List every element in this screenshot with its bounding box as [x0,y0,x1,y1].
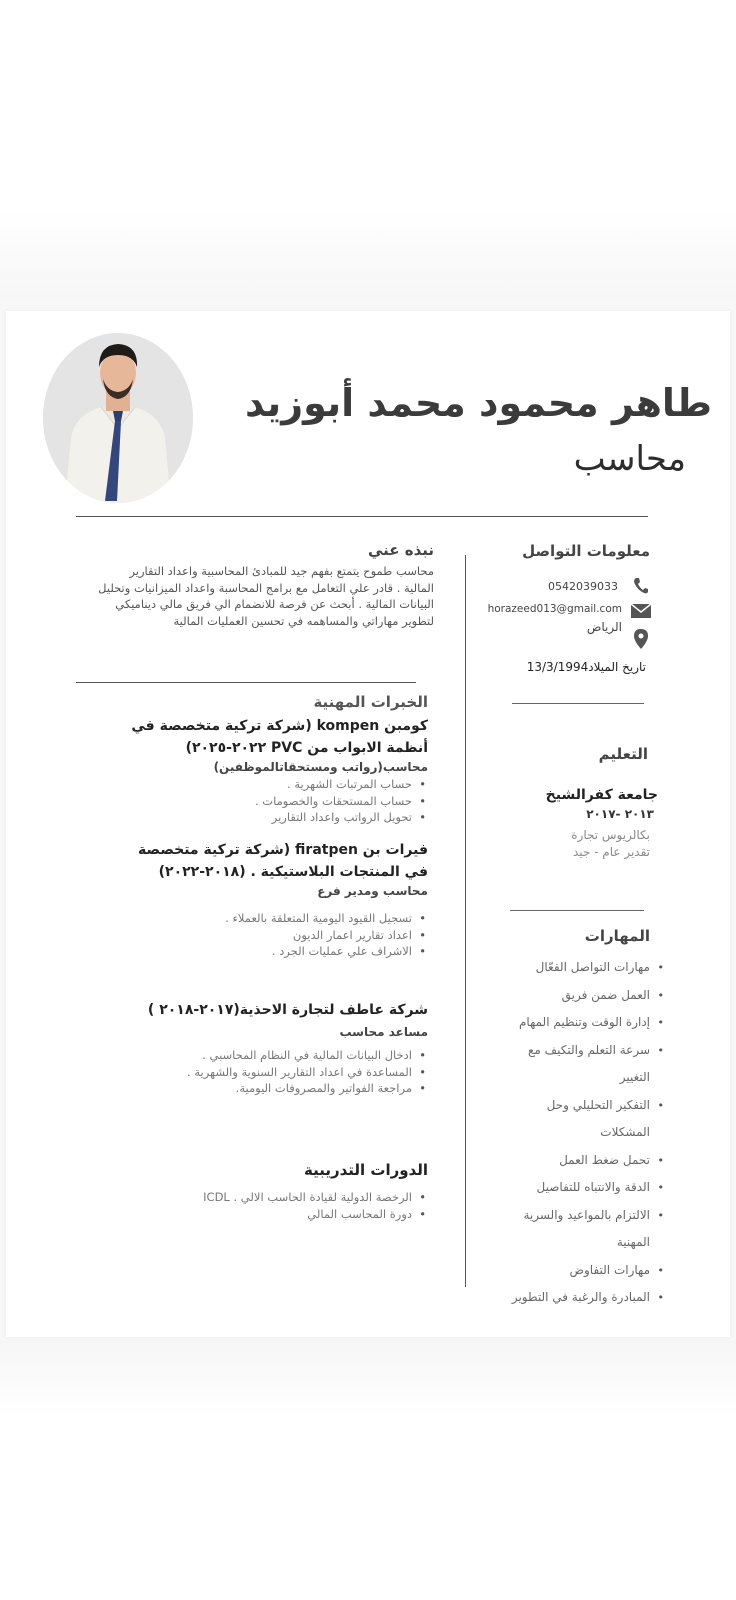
person-avatar-icon [43,333,193,503]
job-role: محاسب(رواتب ومستحقاتالموظفين) [213,760,428,774]
skill-item-continued: المهنية [616,1235,650,1249]
header-divider [76,516,648,517]
skill-item: • مهارات التواصل الفعّال [494,954,664,982]
job-task: • تسجيل القيود اليومية المتعلقة بالعملاء . [128,910,428,927]
resume-page [6,311,730,1337]
skill-item: • العمل ضمن فريق [494,982,664,1010]
about-heading: نبذه عني [367,541,434,559]
about-text [74,563,434,629]
courses-list [128,1189,428,1222]
skill-item: • سرعة التعلم والتكيف مع [494,1037,664,1065]
contact-divider [512,703,644,704]
job-task: • الاشراف علي عمليات الجرد . [128,943,428,960]
education-divider [510,910,644,911]
profile-photo [43,333,193,503]
about-line: محاسب طموح يتمتع بفهم جيد للمبادئ المحاسبية واعداد التقارير [129,564,434,578]
course-item: • دورة المحاسب المالي [128,1206,428,1223]
mail-icon [630,603,652,622]
job-title-line: شركة عاطف لتجارة الاحذية(٢٠١٧-٢٠١٨ ) [147,1002,428,1018]
job-entry [128,839,428,960]
job-entry [128,999,428,1097]
location-pin-icon [630,629,652,653]
skills-heading: المهارات [584,927,650,945]
job-task: • مراجعة الفواتير والمصروفات اليومية. [128,1080,428,1097]
top-margin [0,0,736,300]
education-heading: التعليم [598,745,648,763]
job-role: مساعد محاسب [339,1025,428,1039]
column-divider [465,555,466,1287]
phone-value: 0542039033 [548,580,618,593]
job-task: • تحويل الرواتب واعداد التقارير [128,809,428,826]
about-line: المالية . قادر علي التعامل مع برامج المحاسبة واعداد الميزانيات وتحليل [98,580,434,595]
skill-item: • الدقة والانتباه للتفاصيل [494,1174,664,1202]
bottom-margin [0,1340,736,1600]
full-name: طاهر محمود محمد أبوزيد [244,381,712,425]
contact-heading: معلومات التواصل [522,542,650,560]
skill-item-continued: التغيير [619,1070,650,1084]
courses-heading: الدورات التدريبية [303,1161,428,1179]
skill-item-continued: المشكلات [600,1125,650,1139]
job-task: • حساب المستحقات والخصومات . [128,793,428,810]
skill-item: • التفكير التحليلي وحل [494,1092,664,1120]
university: جامعة كفرالشيخ [545,787,658,803]
job-title-line: في المنتجات البلاستيكية . (٢٠١٨-٢٠٢٢) [158,864,428,880]
skill-item: • الالتزام بالمواعيد والسرية [494,1202,664,1230]
skill-item: • المبادرة والرغبة في التطوير [494,1284,664,1312]
about-line: البيانات المالية . أبحث عن فرصة للانضمام الي فريق مالي ديناميكي [115,597,434,611]
education-years: ٢٠١٣ -٢٠١٧ [586,807,654,821]
birth-date [527,660,646,674]
birth-label: تاريخ الميلاد [588,660,646,674]
skills-list [494,954,664,1312]
about-line: لتطوير مهاراتي والمساهمه في تحسين العمليات المالية [173,613,434,628]
city-value: الرياض [586,620,622,634]
course-item: • الرخصة الدولية لقيادة الحاسب الالي . ICDL [128,1189,428,1206]
job-task: • اعداد تقارير اعمار الديون [128,927,428,944]
phone-icon [630,577,652,599]
job-title: محاسب [573,439,686,479]
job-title-line: فيرات بن firatpen (شركة تركية متخصصة [138,842,428,858]
experience-heading: الخبرات المهنية [313,693,428,711]
about-divider [76,682,416,683]
grade: تقدير عام - جيد [572,845,650,859]
skill-item: • إدارة الوقت وتنظيم المهام [494,1009,664,1037]
job-role: محاسب ومدير فرع [317,884,428,898]
skill-item: • مهارات التفاوض [494,1257,664,1285]
job-title-line: كومبن kompen (شركة تركية متخصصة في [131,718,428,734]
job-task: • ادخال البيانات المالية في النظام المحاسبي . [128,1047,428,1064]
email-value: horazeed013@gmail.com [487,603,622,615]
job-task: • المساعدة في اعداد التقارير السنوية والشهرية . [128,1064,428,1081]
birth-value: 13/3/1994 [526,660,589,674]
skill-item: • تحمل ضغط العمل [494,1147,664,1175]
job-entry [128,715,428,826]
job-task: • حساب المرتبات الشهرية . [128,776,428,793]
job-title-line: أنظمة الابواب من PVC ٢٠٢٢-٢٠٢٥) [185,740,428,756]
degree: بكالريوس تجارة [571,828,650,842]
